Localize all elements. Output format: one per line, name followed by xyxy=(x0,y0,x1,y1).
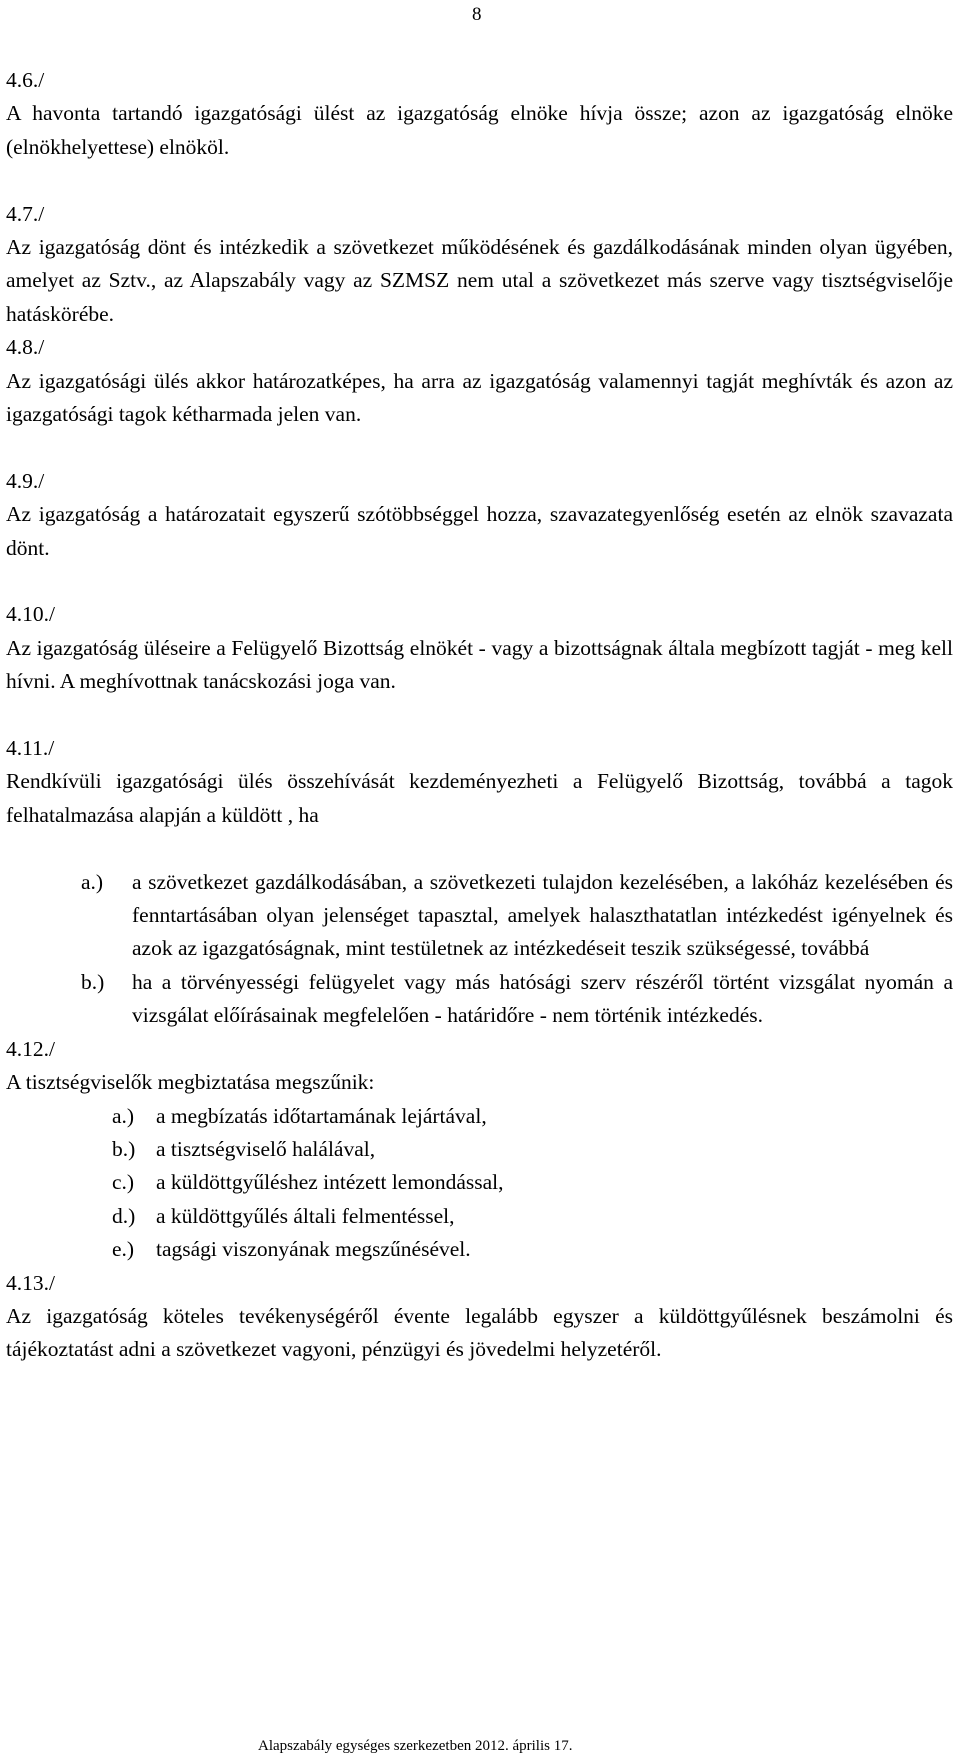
section-paragraph: Az igazgatósági ülés akkor határozatképes, ha arra az igazgatóság valamennyi tagját meghívták és azon az igazgatósági tagok kétharmada jelen van. xyxy=(6,368,953,427)
section-heading: 4.13./ xyxy=(6,1270,55,1295)
list-item xyxy=(6,1233,953,1266)
section-4-10 xyxy=(6,598,953,698)
list-marker: b.) xyxy=(81,969,105,994)
list-marker: c.) xyxy=(112,1170,135,1195)
list-item xyxy=(6,1166,953,1199)
termination-list xyxy=(6,1100,953,1267)
list-item-text: tagsági viszonyának megszűnésével. xyxy=(156,1237,471,1262)
list-item-text: ha a törvényességi felügyelet vagy más hatósági szerv részéről történt vizsgálat nyomán a vizsgálat előírásainak megfelelően - határidőre - nem történik intézkedés. xyxy=(132,969,953,1028)
section-4-6 xyxy=(6,64,953,164)
section-paragraph: Az igazgatóság üléseire a Felügyelő Bizottság elnökét - vagy a bizottságnak általa megbízott tagját - meg kell hívni. A meghívottnak tanácskozási joga van. xyxy=(6,635,953,694)
section-4-12 xyxy=(6,1033,953,1267)
list-item-text: a szövetkezet gazdálkodásában, a szövetkezeti tulajdon kezelésében, a lakóház kezelésében és fenntartásában olyan jelenséget tapasztal, amelyek halaszthatatlan intézkedést igényelnek és azok az igazgatóságnak, mint testületnek az intézkedéseit teszik szükségessé, továbbá xyxy=(132,869,953,961)
list-item xyxy=(6,1133,953,1166)
list-item xyxy=(6,966,953,1033)
list-item-text: a tisztségviselő halálával, xyxy=(156,1136,376,1161)
document-body xyxy=(6,64,953,1367)
section-4-7 xyxy=(6,198,953,332)
section-heading: 4.10./ xyxy=(6,602,55,627)
section-heading: 4.8./ xyxy=(6,335,45,360)
list-marker: a.) xyxy=(112,1103,135,1128)
section-heading: 4.7./ xyxy=(6,201,45,226)
list-item xyxy=(6,1200,953,1233)
list-item xyxy=(6,866,953,966)
section-heading: 4.12./ xyxy=(6,1036,55,1061)
list-item-text: a küldöttgyűléshez intézett lemondással, xyxy=(156,1170,504,1195)
page-footer: Alapszabály egységes szerkezetben 2012. április 17. xyxy=(258,1738,573,1754)
list-marker: b.) xyxy=(112,1136,136,1161)
section-paragraph: Az igazgatóság a határozatait egyszerű szótöbbséggel hozza, szavazategyenlőség esetén az elnök szavazata dönt. xyxy=(6,502,953,560)
section-paragraph: Az igazgatóság dönt és intézkedik a szövetkezet működésének és gazdálkodásának minden olyan ügyében, amelyet az Sztv., az Alapszabály vagy az SZMSZ nem utal a szövetkezet más szerve vagy tisztségviselője hatáskörébe. xyxy=(6,235,953,326)
section-heading: 4.9./ xyxy=(6,468,45,493)
section-4-11 xyxy=(6,732,953,1033)
list-item xyxy=(6,1100,953,1133)
page-number: 8 xyxy=(472,4,482,25)
list-marker: e.) xyxy=(112,1237,135,1262)
section-paragraph: Az igazgatóság köteles tevékenységéről évente legalább egyszer a küldöttgyűlésnek beszámolni és tájékoztatást adni a szövetkezet vagyoni, pénzügyi és jövedelmi helyzetéről. xyxy=(6,1303,953,1362)
list-item-text: a küldöttgyűlés általi felmentéssel, xyxy=(156,1203,455,1228)
section-heading: 4.11./ xyxy=(6,736,55,761)
list-marker: d.) xyxy=(112,1203,136,1228)
section-4-13 xyxy=(6,1267,953,1367)
section-heading: 4.6./ xyxy=(6,68,45,92)
section-paragraph: A havonta tartandó igazgatósági ülést az igazgatóság elnöke hívja össze; azon az igazgatóság elnöke (elnökhelyettese) elnököl. xyxy=(6,101,953,159)
section-4-9 xyxy=(6,465,953,565)
condition-list xyxy=(6,866,953,1033)
section-4-8 xyxy=(6,331,953,431)
list-marker: a.) xyxy=(81,869,104,894)
section-paragraph: A tisztségviselők megbiztatása megszűnik: xyxy=(6,1070,375,1095)
section-paragraph: Rendkívüli igazgatósági ülés összehívását kezdeményezheti a Felügyelő Bizottság, továbbá a tagok felhatalmazása alapján a küldött , ha xyxy=(6,769,953,827)
list-item-text: a megbízatás időtartamának lejártával, xyxy=(156,1103,487,1128)
